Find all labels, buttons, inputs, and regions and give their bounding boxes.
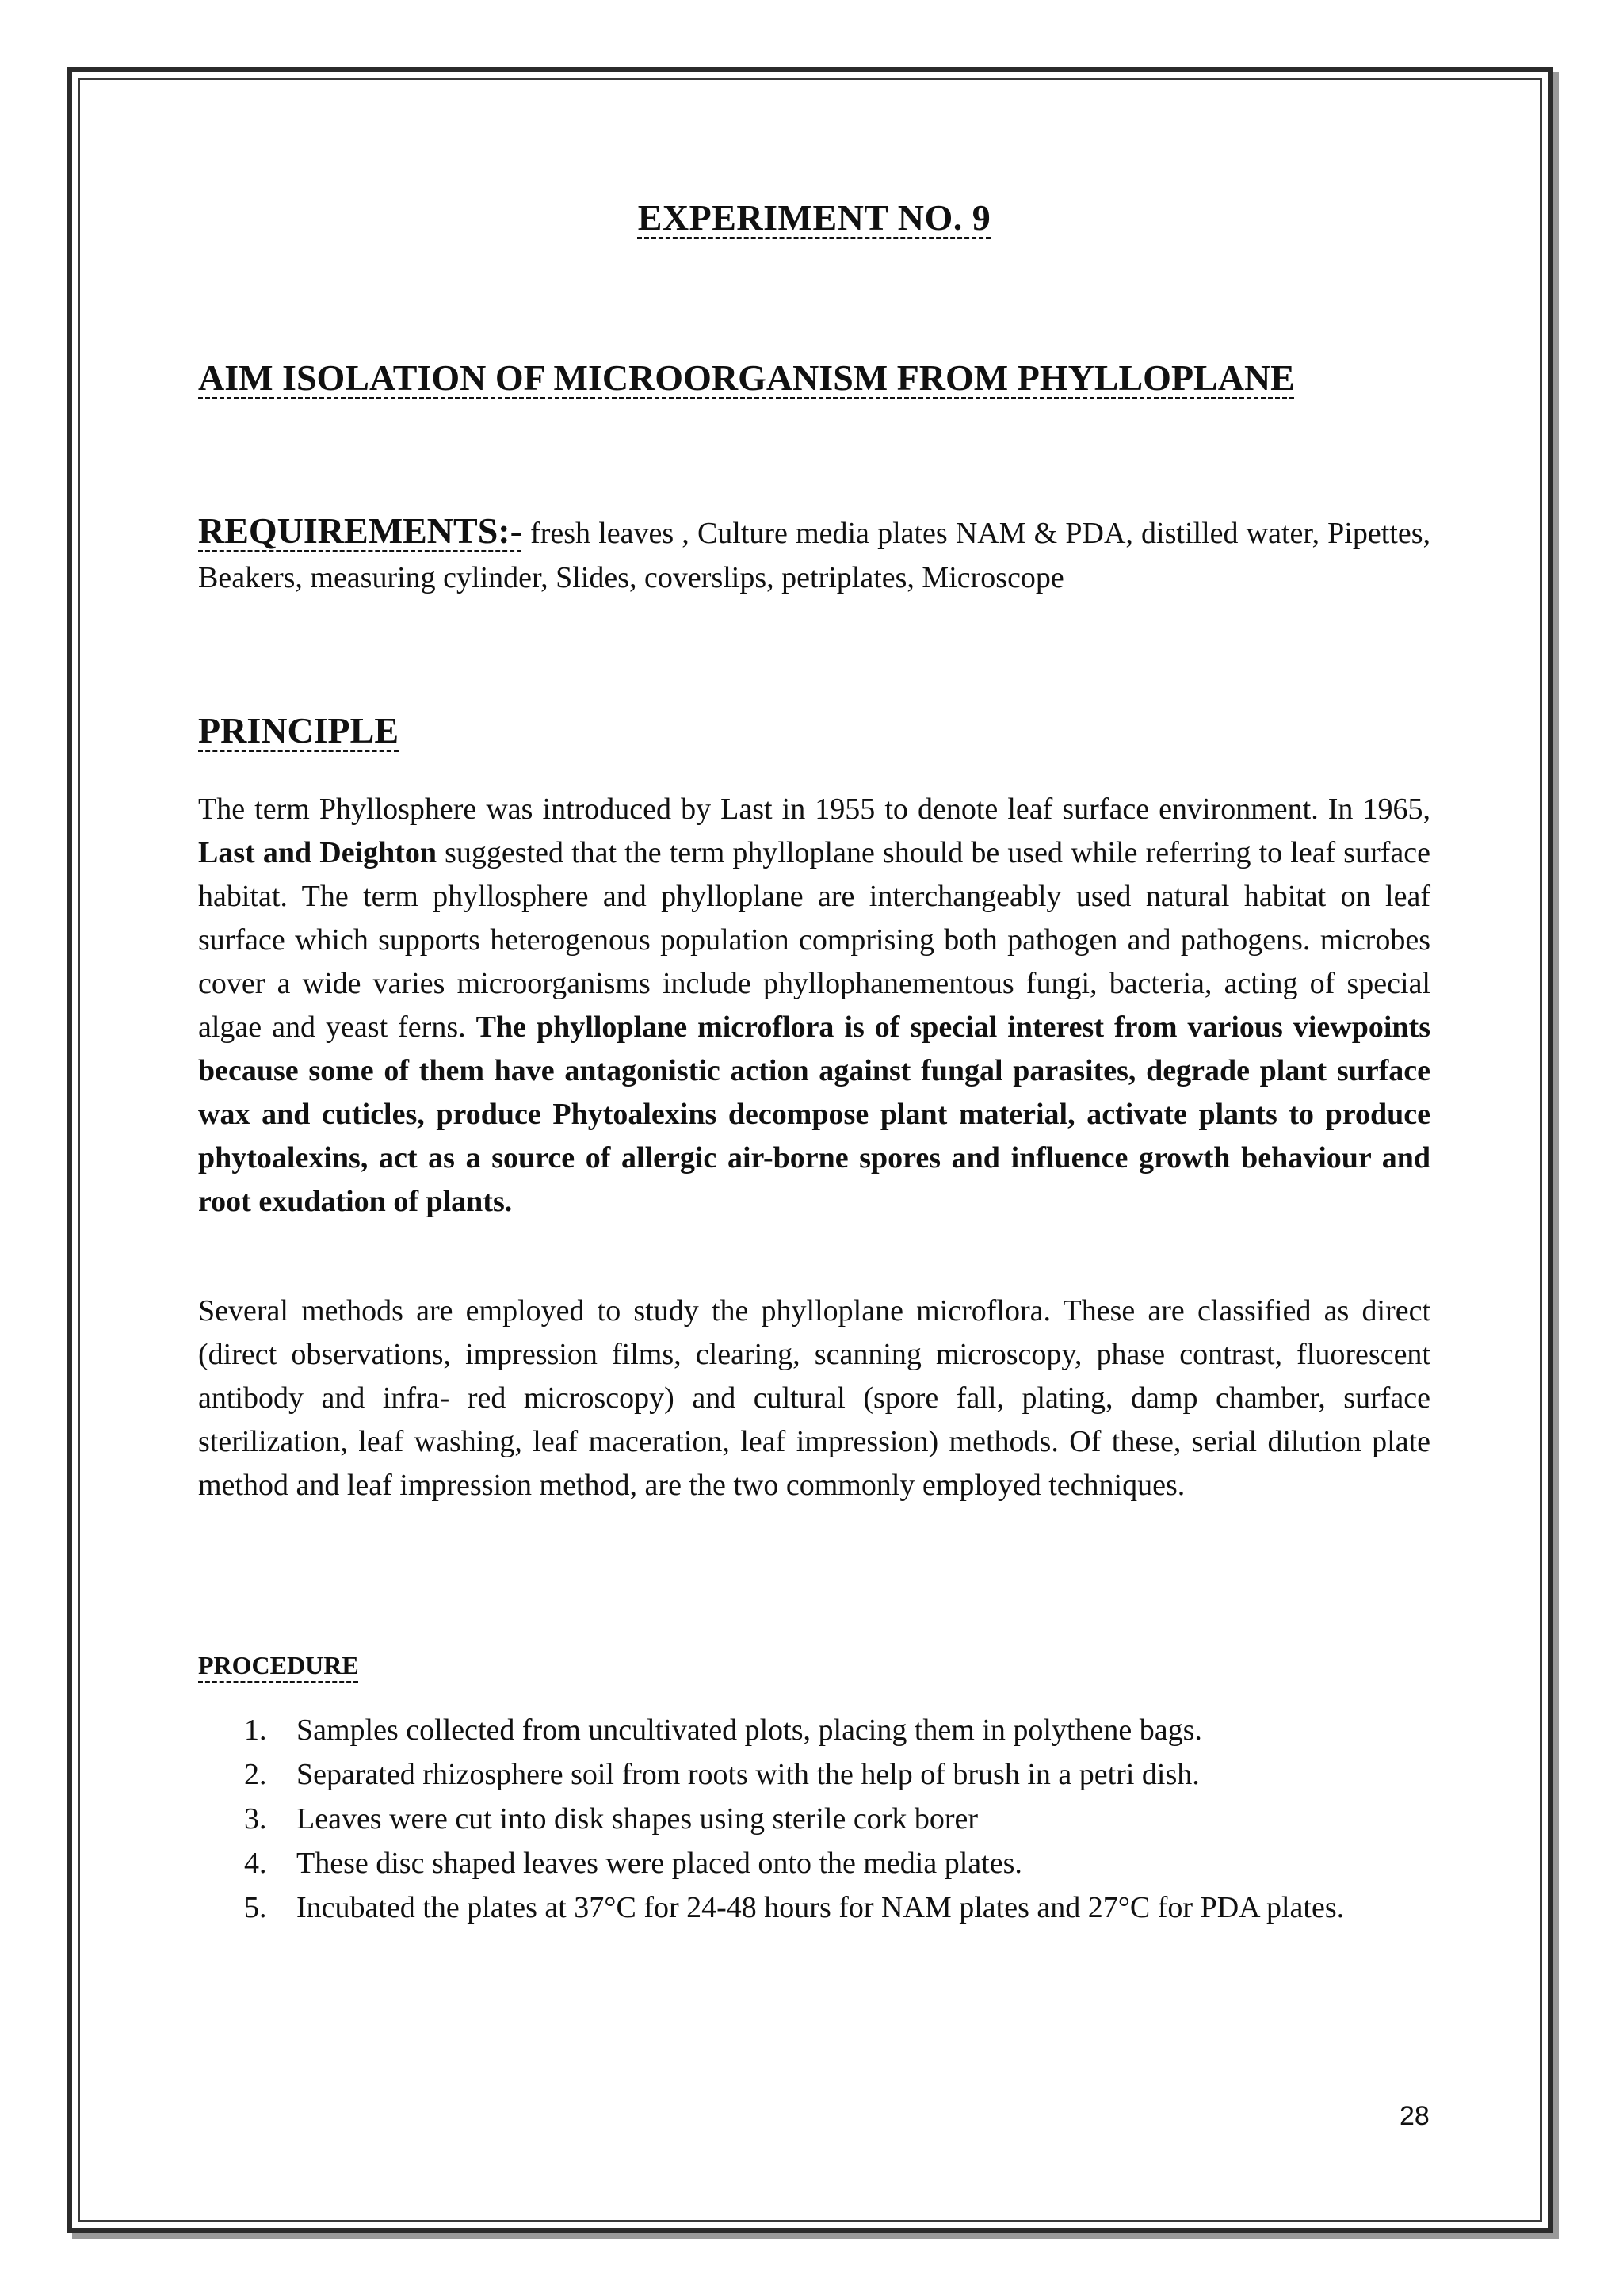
procedure-step	[198, 1885, 1430, 1930]
principle-p1-bold-conclusion: The phylloplane microflora is of special interest from various viewpoints because some of them have antagonistic action against fungal parasites, degrade plant surface wax and cuticles, produce Phytoalexins decompose plant material, activate plants to produce phytoalexins, act as a source of allergic air-borne spores and influence growth behaviour and root exudation of plants.	[198, 1010, 1430, 1218]
procedure-step-text: Separated rhizosphere soil from roots with the help of brush in a petri dish.	[296, 1758, 1200, 1791]
procedure-list	[198, 1708, 1430, 1930]
page-number: 28	[1400, 2101, 1430, 2131]
procedure-step-number: 1.	[244, 1713, 267, 1747]
principle-p1-part-a: The term Phyllosphere was introduced by Last in 1955 to denote leaf surface environment. In 1965,	[198, 793, 1430, 826]
procedure-step-text: Incubated the plates at 37°C for 24-48 hours for NAM plates and 27°C for PDA plates.	[296, 1891, 1345, 1924]
experiment-title	[198, 197, 1430, 239]
aim-heading	[198, 357, 1295, 399]
principle-heading	[198, 709, 399, 751]
procedure-step	[198, 1708, 1430, 1752]
procedure-step-number: 4.	[244, 1847, 267, 1880]
procedure-step-number: 2.	[244, 1758, 267, 1791]
procedure-step-text: Samples collected from uncultivated plots, placing them in polythene bags.	[296, 1713, 1202, 1747]
procedure-heading	[198, 1651, 359, 1680]
requirements-label: REQUIREMENTS:-	[198, 510, 522, 551]
requirements-text: fresh leaves , Culture media plates NAM & PDA, distilled water, Pipettes, Beakers, measuring cylinder, Slides, coverslips, petriplates, Microscope	[198, 517, 1430, 594]
procedure-step	[198, 1841, 1430, 1885]
principle-p1-bold-authors: Last and Deighton	[198, 836, 437, 869]
procedure-heading-text: PROCEDURE	[198, 1651, 359, 1679]
experiment-title-text: EXPERIMENT NO. 9	[637, 197, 991, 238]
procedure-step	[198, 1752, 1430, 1797]
procedure-step-number: 3.	[244, 1802, 267, 1836]
aim-heading-text: AIM ISOLATION OF MICROORGANISM FROM PHYLLOPLANE	[198, 357, 1295, 398]
principle-paragraph-2: Several methods are employed to study the phylloplane microflora. These are classified as direct (direct observations, impression films, clearing, scanning microscopy, phase contrast, fluorescent antibody and infra- red microscopy) and cultural (spore fall, plating, damp chamber, surface sterilization, leaf washing, leaf maceration, leaf impression) methods. Of these, serial dilution plate method and leaf impression method, are the two commonly employed techniques.	[198, 1294, 1430, 1502]
requirements-section	[198, 509, 1430, 600]
principle-p1-part-b: suggested that the term phylloplane should be used while referring to leaf surface habitat. The term phyllosphere and phylloplane are interchangeably used natural habitat on leaf surface which supports heterogenous population comprising both pathogen and pathogens. microbes cover a wide varies microorganisms include phyllophanementous fungi, bacteria, acting of special algae and yeast ferns.	[198, 836, 1430, 1044]
procedure-step	[198, 1797, 1430, 1841]
procedure-step-text: These disc shaped leaves were placed onto the media plates.	[296, 1847, 1022, 1880]
principle-heading-text: PRINCIPLE	[198, 710, 399, 751]
procedure-step-number: 5.	[244, 1891, 267, 1924]
principle-paragraph-1	[198, 788, 1430, 1224]
procedure-step-text: Leaves were cut into disk shapes using sterile cork borer	[296, 1802, 979, 1836]
